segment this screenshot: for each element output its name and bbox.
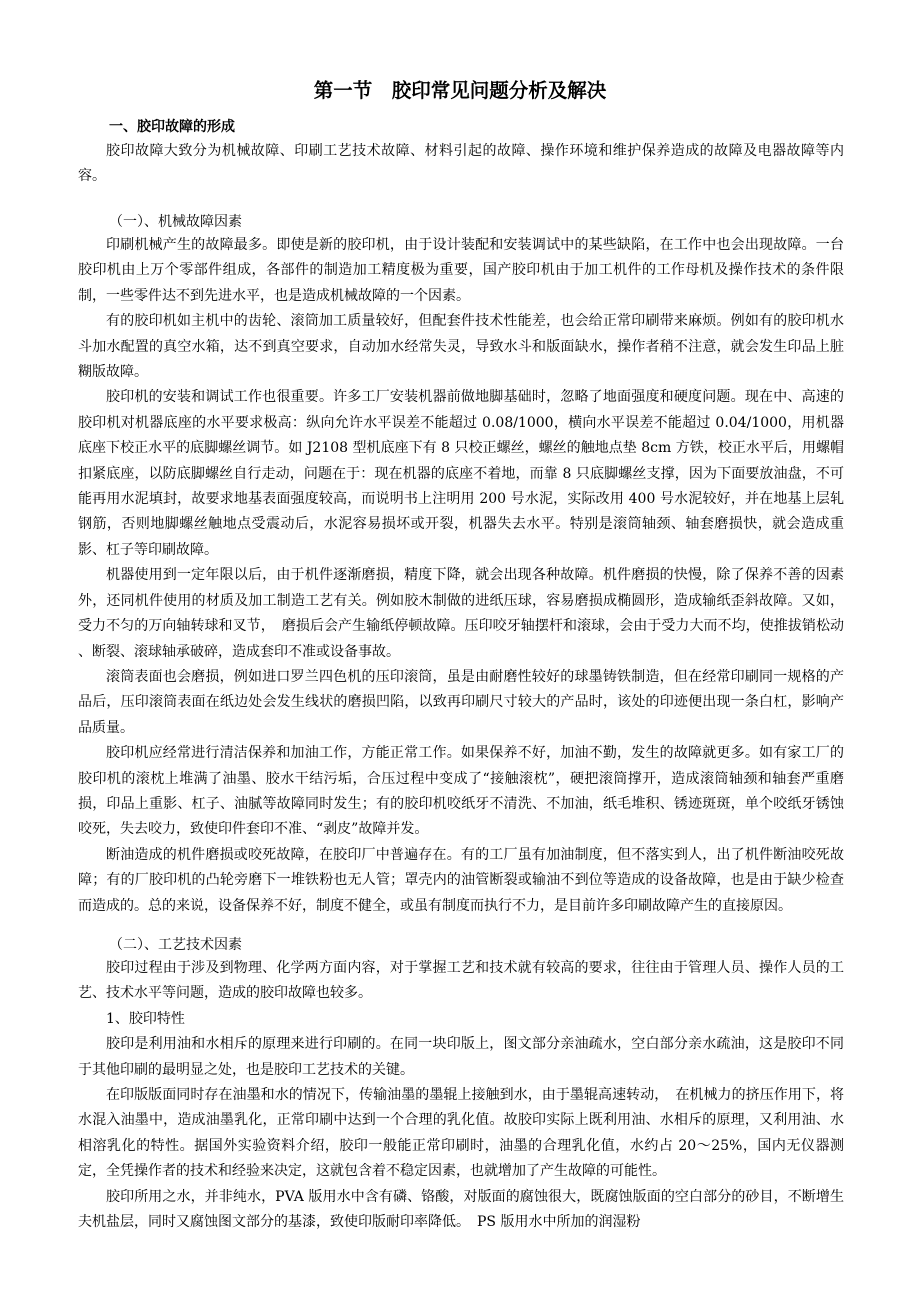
paragraph: 胶印是利用油和水相斥的原理来进行印刷的。在同一块印版上，图文部分亲油疏水，空白部分亲水疏油，这是胶印不同于其他印刷的最明显之处，也是胶印工艺技术的关键。: [78, 1036, 844, 1078]
paragraph: 断油造成的机件磨损或咬死故障，在胶印厂中普遍存在。有的工厂虽有加油制度，但不落实到人，出了机件断油咬死故障；有的厂胶印机的凸轮旁磨下一堆铁粉也无人管；罩壳内的油管断裂或输油不到位等造成的设备故障，也是由于缺少检查而造成的。总的来说，设备保养不好，制度不健全，或虽有制度而执行不力，是目前许多印刷故障产生的直接原因。: [78, 846, 844, 914]
subsection-body: [78, 233, 844, 919]
paragraph: 印刷机械产生的故障最多。即使是新的胶印机，由于设计装配和安装调试中的某些缺陷，在工作中也会出现故障。一台胶印机由上万个零部件组成，各部件的制造加工精度极为重要，国产胶印机由于加工机件的工作母机及操作技术的条件限制，一些零件达不到先进水平，也是造成机械故障的一个因素。: [78, 237, 844, 304]
subsection-heading: （一）、机械故障因素: [109, 214, 242, 230]
section-intro-block: [78, 139, 844, 190]
paragraph: 胶印机应经常进行清洁保养和加油工作，方能正常工作。如果保养不好，加油不勤，发生的故障就更多。如有家工厂的胶印机的滚枕上堆满了油墨、胶水干结污垢，合压过程中变成了“接触滚枕”，硬把滚筒撑开，造成滚筒轴颈和轴套严重磨损，印品上重影、杠子、油腻等故障同时发生；有的胶印机咬纸牙不清洗、不加油，纸毛堆积、锈迹斑斑，单个咬纸牙锈蚀咬死，失去咬力，致使印件套印不准、“剥皮”故障并发。: [78, 745, 844, 838]
item-heading: 1、胶印特性: [106, 1010, 185, 1027]
paragraph: 机器使用到一定年限以后，由于机件逐渐磨损，精度下降，就会出现各种故障。机件磨损的快慢，除了保养不善的因素外，还同机件使用的材质及加工制造工艺有关。例如胶木制做的进纸压球，容易磨损成椭圆形，造成输纸歪斜故障。又如，受力不匀的万向轴转球和叉节， 磨损后会产生输纸停顿故障。压印咬牙轴摆杆和滚球，会由于受力大而不均，使推拔销松动 、断裂、滚球轴承破碎，造成套印不准或设备事故。: [78, 567, 844, 660]
paragraph: 有的胶印机如主机中的齿轮、滚筒加工质量较好，但配套件技术性能差，也会给正常印刷带来麻烦。例如有的胶印机水斗加水配置的真空水箱，达不到真空要求，自动加水经常失灵，导致水斗和版面缺水，操作者稍不注意，就会发生印品上脏糊版故障。: [78, 313, 844, 381]
paragraph: 胶印所用之水，并非纯水，PVA 版用水中含有磷、铬酸，对版面的腐蚀很大，既腐蚀版面的空白部分的砂目，不断增生夫机盐层，同时又腐蚀图文部分的基漆，致使印版耐印率降低。 PS 版用水中所加的润湿粉: [78, 1188, 844, 1231]
paragraph: 在印版版面同时存在油墨和水的情况下，传输油墨的墨辊上接触到水，由于墨辊高速转动， 在机械力的挤压作用下，将水混入油墨中，造成油墨乳化，正常印刷中达到一个合理的乳化值。故胶印实际上既利用油、水相斥的原理，又利用油、水相溶乳化的特性。据国外实验资料介绍，胶印一般能正常印刷时，油墨的合理乳化值，水约占 20～25%，国内无仪器测定，全凭操作者的技术和经验来决定，这就包含着不稳定因素，也就增加了产生故障的可能性。: [78, 1087, 844, 1180]
paragraph: 滚筒表面也会磨损，例如进口罗兰四色机的压印滚筒，虽是由耐磨性较好的球墨铸铁制造，但在经常印刷同一规格的产品后，压印滚筒表面在纸边处会发生线状的磨损凹陷，以致再印刷尺寸较大的产品时，该处的印迹便出现一条白杠，影响产品质量。: [78, 668, 844, 736]
paragraph: 胶印故障大致分为机械故障、印刷工艺技术故障、材料引起的故障、操作环境和维护保养造成的故障及电器故障等内容。: [78, 143, 844, 185]
section-heading: 一、胶印故障的形成: [109, 119, 235, 135]
subsection-body: [78, 956, 844, 1235]
page-title: 第一节 胶印常见问题分析及解决: [313, 79, 607, 102]
paragraph: 胶印机的安装和调试工作也很重要。许多工厂安装机器前做地脚基础时，忽略了地面强度和硬度问题。现在中、高速的胶印机对机器底座的水平要求极高：纵向允许水平误差不能超过 0.08/1000，横向水平误差不能超过 0.04/1000，用机器底座下校正水平的底脚螺丝调节。如 J2108 型机底座下有 8 只校正螺丝，螺丝的触地点垫 8cm 方铁，校正水平后，用螺帽扣紧底座，以防底脚螺丝自行走动，问题在于：现在机器的底座不着地，而靠 8 只底脚螺丝支撑，因为下面要放油盘，不可能再用水泥填封，故要求地基表面强度较高，而说明书上注明用 200 号水泥，实际改用 400 号水泥较好，并在地基上层轧钢筋，否则地脚螺丝触地点受震动后，水泥容易损坏或开裂，机器失去水平。特别是滚筒轴颈、轴套磨损快，就会造成重影、杠子等印刷故障。: [78, 389, 844, 558]
subsection-heading: （二）、工艺技术因素: [109, 937, 242, 953]
paragraph: 胶印过程由于涉及到物理、化学两方面内容，对于掌握工艺和技术就有较高的要求，往往由于管理人员、操作人员的工艺、技术水平等问题，造成的胶印故障也较多。: [78, 960, 844, 1002]
